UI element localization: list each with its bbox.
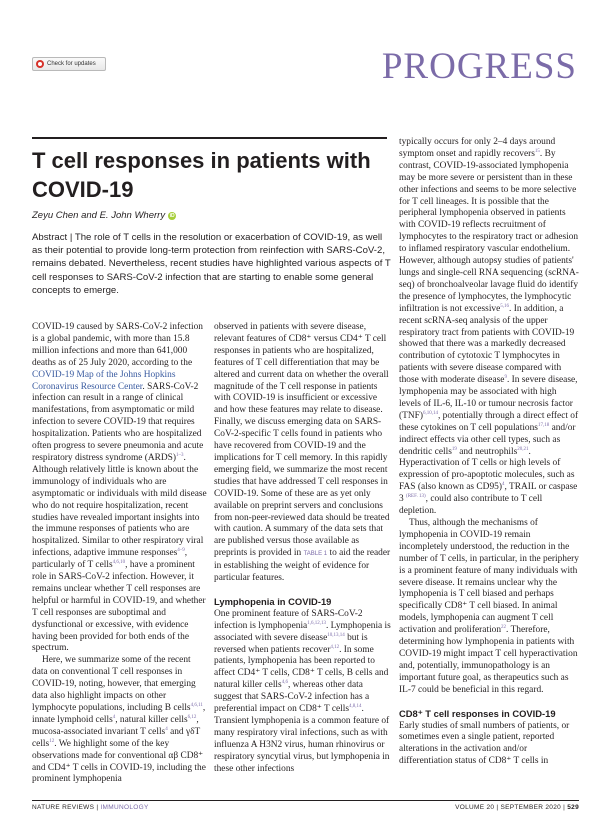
reference[interactable]: 4,6	[281, 680, 288, 686]
reference[interactable]: 5,16	[500, 303, 510, 309]
paragraph: One prominent feature of SARS-CoV-2 infection is lymphopenia$^{1,6,12,13}$. Lymphopenia is associated with severe disease$^{10,13,14}$ but is reversed when patients recover$^{4,12}$. In some patients, lymphopenia has been reported to affect CD4⁺ T cells, CD8⁺ T cells, B cells and natural killer cells$^{4,6}$, whereas other data suggest that SARS-CoV-2 infection has a preferential impact on CD8⁺ T cells$^{4,8,14}$. Transient lymphopenia is a common feature of many respiratory viral infections, such as with influenza A H3N2 virus, human rhinovirus or respiratory syncytial virus, but lymphopenia in these other infections	[214, 608, 391, 774]
reference[interactable]: 12	[49, 738, 55, 744]
reference[interactable]: 1,6,12,13	[307, 620, 326, 626]
paragraph: Early studies of small numbers of patients, or sometimes even a single patient, reported alterations in the activation and/or differentiation status of CD8⁺ T cells in	[399, 720, 570, 767]
reference[interactable]: 6,10,14	[422, 410, 438, 416]
body-column-3	[399, 137, 579, 768]
abstract-text: The role of T cells in the resolution or exacerbation of COVID-19, as well as their potential to provide long-term protection from reinfection with SARS-CoV-2, remains debated. Nevertheless, recent studies have highlighted various aspects of T cell responses to SARS-CoV-2 infection that are starting to enable some general concepts to emerge.	[32, 232, 391, 296]
paragraph: Thus, although the mechanisms of lymphopenia in COVID-19 remain incompletely understood, the reduction in the number of T cells, in particular, in the periphery is a prominent feature of many individuals with severe disease. It remains unclear why the lymphopenia is T cell biased and perhaps specifically CD8⁺ T cell biased. In animal models, lymphopenia can augment T cell activation and proliferation$^{22}$. Therefore, determining how lymphopenia in patients with COVID-19 might impact T cell hyperactivation and, potentially, immunopathology is an important future goal, as therapeutics such as IL-7 could be beneficial in this regard.	[399, 518, 579, 695]
reference[interactable]: 6,12	[187, 714, 197, 720]
section-label: PROGRESS	[381, 46, 577, 87]
reference[interactable]: 4,8,14	[349, 703, 362, 709]
paragraph: typically occurs for only 2–4 days around symptom onset and rapidly recovers$^{15}$. By contrast, COVID-19-associated lymphopenia may be more severe or persistent than in these other infections and seems to be more selective for T cell lineages. It is possible that the peripheral lymphopenia observed in patients with COVID-19 reflects recruitment of lymphocytes to the respiratory tract or adhesion to inflamed respiratory vascular endothelium. However, although autopsy studies of patients' lungs and single-cell RNA sequencing (scRNA-seq) of bronchoalveolar lavage fluid do identify the presence of lymphocytes, the lymphocytic infiltration is not excessive$^{5,16}$. In addition, a recent scRNA-seq analysis of the upper respiratory tract from patients with COVID-19 showed that there was a markedly decreased contribution of cytotoxic T lymphocytes in patients with severe disease compared with those with moderate disease$^9$. In severe disease, lymphopenia may be associated with high levels of IL-6, IL-10 or tumour necrosis factor (TNF)$^{6,10,14}$, potentially through a direct effect of these cytokines on T cell populations$^{17,18}$ and/or indirect effects via other cell types, such as dendritic cells$^{19}$ and neutrophils$^{20,21}$. Hyperactivation of T cells or high levels of expression of pro-apoptotic molecules, such as FAS (also known as CD95)$^4$, TRAIL or caspase 3 $^{(REF. 13)}$, could also contribute to T cell depletion.	[399, 137, 579, 517]
body-column-2	[214, 322, 392, 776]
reference[interactable]: 4	[165, 726, 168, 732]
reference[interactable]: 19	[451, 446, 457, 452]
reference[interactable]: 10,13,14	[327, 632, 345, 638]
section-heading-lymphopenia: Lymphopenia in COVID-19	[214, 595, 332, 607]
table-1-link[interactable]: TABLE 1	[303, 551, 328, 558]
orcid-icon[interactable]: iD	[169, 212, 175, 219]
paragraph: observed in patients with severe disease, relevant features of CD8⁺ versus CD4⁺ T cell responses in patients who are hospitalized, features of T cell differentiation that may be altered and current data on whether the overall magnitude of the T cell response in patients with COVID-19 is insufficient or excessive and how these features may relate to disease. Finally, we discuss emerging data on SARS-CoV-2-specific T cells found in patients who have recovered from COVID-19 and the implications for T cell memory. In this rapidly emerging field, we summarize the most recent studies that have addressed T cell responses in COVID-19. Some of these are as yet only available on preprint servers and conclusions from non-peer-reviewed data should be treated with caution. A summary of the data sets that are published versus those available as preprints is provided in TABLE 1 to aid the reader in establishing the weight of evidence for particular features.	[214, 322, 391, 584]
reference[interactable]: 4–9	[177, 548, 185, 554]
footer-journal: NATURE REVIEWS | IMMUNOLOGY	[32, 804, 149, 811]
reference[interactable]: 1–3	[176, 452, 184, 458]
article-title: T cell responses in patients with COVID-19	[32, 148, 371, 202]
reference[interactable]: 4,12	[330, 644, 340, 650]
reference[interactable]: 4,6,11	[190, 702, 203, 708]
jhu-map-link[interactable]: COVID-19 Map of the Johns Hopkins Coronavirus Resource Center	[32, 369, 176, 392]
crossmark-icon	[36, 60, 44, 68]
footer-page-info: VOLUME 20 | SEPTEMBER 2020 | 529	[455, 804, 579, 811]
page-number: 529	[567, 804, 579, 811]
check-for-updates-label: Check for updates	[47, 61, 96, 67]
reference[interactable]: 4	[501, 482, 505, 488]
reference[interactable]: 22	[501, 625, 507, 631]
footer-divider	[32, 800, 579, 801]
authors	[32, 210, 176, 221]
reference[interactable]: 20,21	[517, 446, 529, 452]
reference[interactable]: 4,6,10	[112, 560, 126, 565]
author-names[interactable]: Zeyu Chen and E. John Wherry	[32, 210, 166, 221]
abstract: Abstract | The role of T cells in the resolution or exacerbation of COVID-19, as well as their potential to provide long-term protection from reinfection with SARS-CoV-2, remains debated. Nevertheless, recent studies have highlighted various aspects of T cell responses to SARS-CoV-2 infection that are starting to enable some general concepts to emerge.	[32, 232, 391, 296]
body-column-1	[32, 322, 207, 786]
reference[interactable]: 4	[112, 714, 116, 720]
reference[interactable]: 17,18	[537, 422, 550, 428]
paragraph: Here, we summarize some of the recent data on conventional T cell responses in COVID-19, noting, however, that emerging data also highlight impacts on other lymphocyte populations, including B cells$^{4,6,11}$, innate lymphoid cells$^4$, natural killer cells$^{6,12}$, mucosa-associated invariant T cells$^4$ and γδT cells$^{12}$. We highlight some of the key observations made for conventional αβ CD8⁺ and CD4⁺ T cells in COVID-19, including the prominent lymphopenia	[32, 655, 206, 785]
check-for-updates-button[interactable]	[32, 57, 106, 71]
paragraph: COVID-19 caused by SARS-CoV-2 infection is a global pandemic, with more than 15.8 million infections and more than 641,000 deaths as of 25 July 2020, according to the COVID-19 Map of the Johns Hopkins Coronavirus Resource Center. SARS-CoV-2 infection can result in a range of clinical manifestations, from asymptomatic or mild infection to severe COVID-19 that requires hospitalization. Patients who are hospitalized often progress to severe pneumonia and acute respiratory distress syndrome (ARDS)$^{1-3}$. Although relatively little is known about the immunology of individuals who are asymptomatic or individuals with mild disease who do not require hospitalization, recent studies have revealed important insights into the immune responses of patients who are hospitalized. Similar to other respiratory viral infections, adaptive immune responses$^{4-9}$, particularly of T cells$^{4,6,10}$, have a prominent role in SARS-CoV-2 infection. However, it remains unclear whether T cell responses are helpful or harmful in COVID-19, and whether T cell responses are suboptimal and dysfunctional or excessive, with evidence having been provided for both ends of the spectrum.	[32, 322, 207, 654]
reference[interactable]: 15	[534, 148, 540, 154]
reference[interactable]: (REF. 13)	[406, 494, 426, 500]
section-heading-cd8: CD8⁺ T cell responses in COVID-19	[399, 707, 556, 719]
title-divider	[32, 137, 387, 139]
abstract-label: Abstract	[32, 232, 68, 243]
reference[interactable]: 9	[504, 375, 507, 380]
